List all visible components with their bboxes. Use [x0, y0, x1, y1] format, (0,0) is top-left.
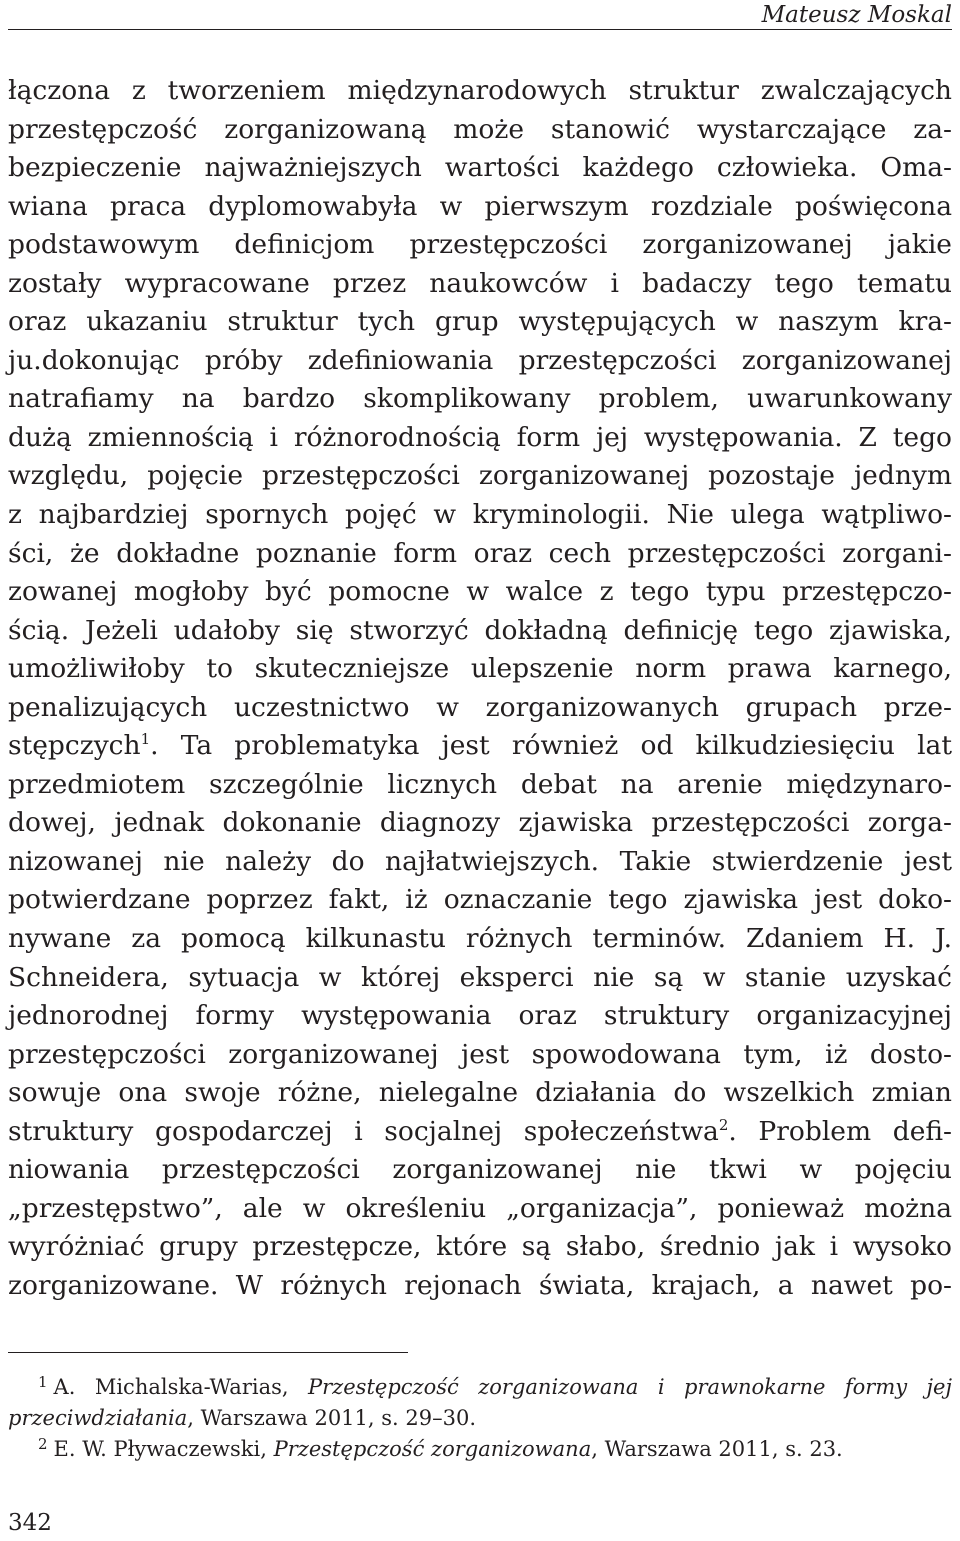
- body-line-text: nywane za pomocą kilkunastu różnych terminów. Zdaniem H. J.: [8, 923, 952, 955]
- body-line-text: przedmiotem szczególnie licznych debat na arenie międzynaro-: [8, 768, 952, 800]
- body-line: [8, 573, 952, 612]
- body-line: [8, 650, 952, 689]
- body-line: [8, 265, 952, 304]
- header-rule: [8, 29, 952, 30]
- body-line: [8, 1190, 952, 1229]
- body-line-text: Schneidera, sytuacja w której eksperci nie są w stanie uzyskać: [8, 961, 952, 993]
- body-line-text: przestępczości zorganizowanej jest spowodowana tym, iż dosto-: [8, 1038, 952, 1070]
- body-line: [8, 612, 952, 651]
- body-text: [8, 72, 952, 1306]
- body-line: [8, 881, 952, 920]
- body-line-text: wiana praca dyplomowabyła w pierwszym rozdziale poświęcona: [8, 190, 952, 222]
- body-line: [8, 727, 952, 766]
- body-line-text: natrafiamy na bardzo skomplikowany problem, uwarunkowany: [8, 383, 952, 415]
- body-line: [8, 188, 952, 227]
- body-line: [8, 997, 952, 1036]
- body-line: [8, 1074, 952, 1113]
- footnote-1-author: A. Michalska-Warias,: [53, 1375, 309, 1399]
- body-line: [8, 419, 952, 458]
- footnote-2-publication: , Warszawa 2011, s. 23.: [591, 1437, 843, 1461]
- body-line: [8, 804, 952, 843]
- body-line-text: zorganizowane. W różnych rejonach świata, krajach, a nawet po-: [8, 1269, 952, 1301]
- body-line: [8, 689, 952, 728]
- body-line-text: ścią. Jeżeli udałoby się stworzyć dokładną definicję tego zjawiska,: [8, 614, 952, 646]
- body-line-text: niowania przestępczości zorganizowanej nie tkwi w pojęciu: [8, 1154, 952, 1186]
- footnote-2-number: 2: [38, 1435, 48, 1453]
- body-line: [8, 843, 952, 882]
- body-line-text: dużą zmiennością i różnorodnością form jej występowania. Z tego: [8, 421, 952, 453]
- body-line-text: dowej, jednak dokonanie diagnozy zjawiska przestępczości zorga-: [8, 807, 952, 839]
- body-line-text: względu, pojęcie przestępczości zorganizowanej pozostaje jednym: [8, 460, 952, 492]
- body-line-text: nizowanej nie należy do najłatwiejszych. Takie stwierdzenie jest: [8, 845, 952, 877]
- footnote-1-number: 1: [38, 1373, 48, 1391]
- footnotes: [8, 1372, 952, 1465]
- body-line: [8, 535, 952, 574]
- body-line-text: podstawowym definicjom przestępczości zorganizowanej jakie: [8, 229, 952, 261]
- page-number: 342: [8, 1510, 52, 1536]
- body-line: [8, 380, 952, 419]
- body-line-text: zowanej mogłoby być pomocne w walce z tego typu przestępczo-: [8, 576, 952, 608]
- body-line-text: z najbardziej spornych pojęć w kryminologii. Nie ulega wątpliwo-: [8, 499, 952, 531]
- body-line-text: bezpieczenie najważniejszych wartości każdego człowieka. Oma-: [8, 152, 952, 184]
- footnote-reference[interactable]: 1: [140, 730, 151, 749]
- body-line: [8, 1267, 952, 1306]
- body-line: [8, 1228, 952, 1267]
- body-line-text: potwierdzane poprzez fakt, iż oznaczanie tego zjawiska jest doko-: [8, 884, 952, 916]
- body-line: [8, 1151, 952, 1190]
- body-line: [8, 226, 952, 265]
- body-line: [8, 1036, 952, 1075]
- footnote-reference[interactable]: 2: [718, 1115, 729, 1134]
- footnote-1-publication: , Warszawa 2011, s. 29–30.: [187, 1406, 477, 1430]
- footnote-1: [8, 1372, 952, 1403]
- footnote-2-author: E. W. Pływaczewski,: [53, 1437, 274, 1461]
- body-line-text: jednorodnej formy występowania oraz struktury organizacyjnej: [8, 1000, 952, 1032]
- footnote-1-title: Przestępczość zorganizowana i prawnokarne formy jej: [308, 1375, 952, 1399]
- body-line-text: stępczych: [8, 730, 141, 762]
- body-line: [8, 303, 952, 342]
- running-header-author: Mateusz Moskal: [761, 2, 952, 28]
- body-line-text: penalizujących uczestnictwo w zorganizowanych grupach prze-: [8, 691, 952, 723]
- body-line: [8, 766, 952, 805]
- body-line: [8, 72, 952, 111]
- body-line: [8, 920, 952, 959]
- body-line-text: przestępczość zorganizowaną może stanowić wystarczające za-: [8, 113, 952, 145]
- footnote-1-title-continued: przeciwdziałania: [8, 1406, 188, 1430]
- body-line: [8, 496, 952, 535]
- body-line-text: wyróżniać grupy przestępcze, które są słabo, średnio jak i wysoko: [8, 1231, 952, 1263]
- body-line: [8, 111, 952, 150]
- body-line: [8, 149, 952, 188]
- body-line-text: sowuje ona swoje różne, nielegalne działania do wszelkich zmian: [8, 1077, 952, 1109]
- footnote-rule: [8, 1352, 408, 1353]
- body-line-text: . Problem defi-: [728, 1115, 953, 1147]
- body-line-text: umożliwiłoby to skuteczniejsze ulepszenie norm prawa karnego,: [8, 653, 952, 685]
- body-line: [8, 959, 952, 998]
- body-line-text: oraz ukazaniu struktur tych grup występujących w naszym kra-: [8, 306, 952, 338]
- footnote-2: [8, 1434, 952, 1465]
- footnote-2-title: Przestępczość zorganizowana: [273, 1437, 592, 1461]
- body-line-text: ju.dokonując próby zdefiniowania przestępczości zorganizowanej: [8, 344, 952, 376]
- body-line-text: „przestępstwo”, ale w określeniu „organizacja”, ponieważ można: [8, 1192, 952, 1224]
- body-line-text: . Ta problematyka jest również od kilkudziesięciu lat: [150, 730, 952, 762]
- body-line: [8, 342, 952, 381]
- body-line-text: zostały wypracowane przez naukowców i badaczy tego tematu: [8, 267, 952, 299]
- body-line: [8, 457, 952, 496]
- body-line-text: struktury gospodarczej i socjalnej społeczeństwa: [8, 1115, 719, 1147]
- footnote-1-continued: [8, 1403, 952, 1434]
- body-line: [8, 1113, 952, 1152]
- body-line-text: łączona z tworzeniem międzynarodowych struktur zwalczających: [8, 75, 952, 106]
- body-line-text: ści, że dokładne poznanie form oraz cech przestępczości zorgani-: [8, 537, 952, 569]
